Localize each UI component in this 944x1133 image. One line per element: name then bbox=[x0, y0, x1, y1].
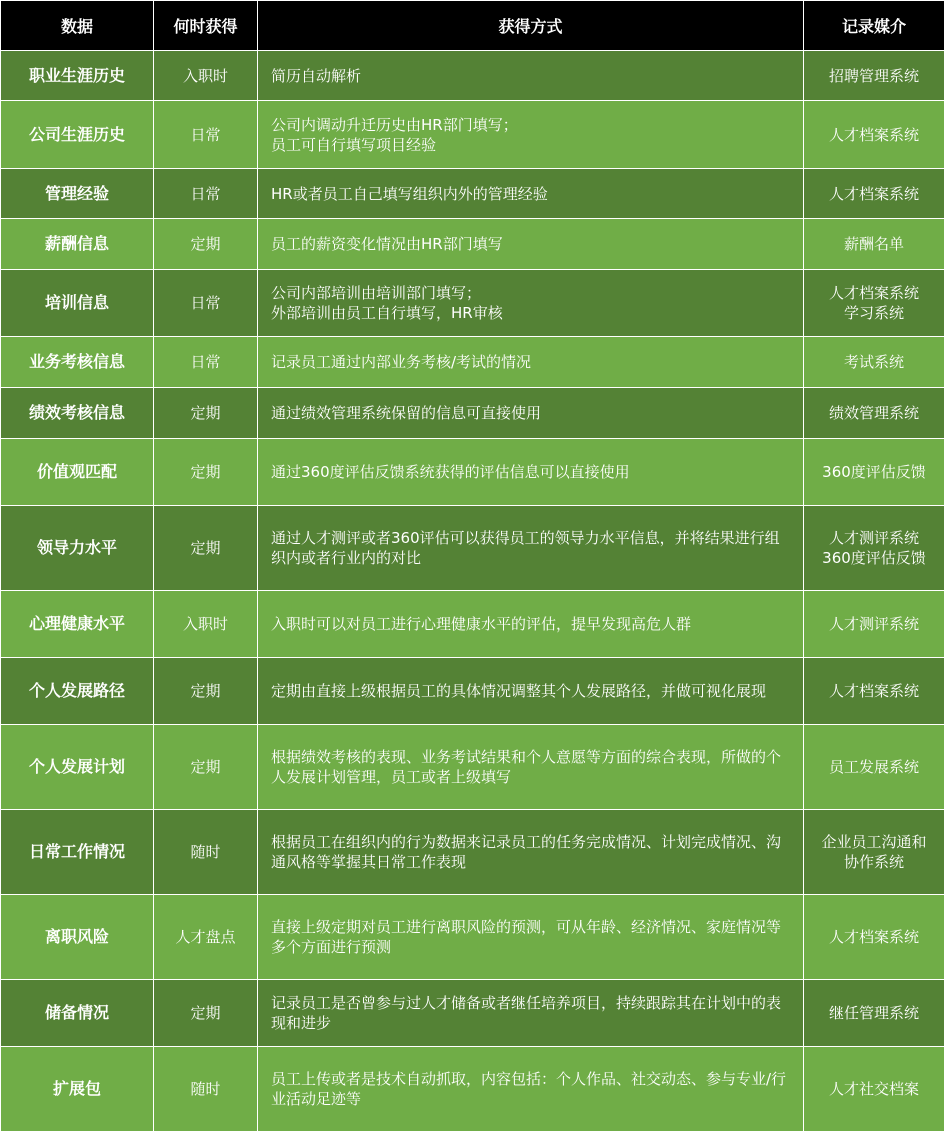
method-line: 员工的薪资变化情况由HR部门填写 bbox=[271, 235, 503, 253]
method-line: 直接上级定期对员工进行离职风险的预测，可从年龄、经济情况、家庭情况等多个方面进行预测 bbox=[271, 918, 782, 956]
media-line: 招聘管理系统 bbox=[828, 66, 919, 85]
cell-when: 随时 bbox=[154, 1047, 258, 1132]
method-line: 通过360度评估反馈系统获得的评估信息可以直接使用 bbox=[271, 463, 630, 481]
media-line: 人才档案系统 bbox=[828, 682, 919, 700]
method-line: 入职时可以对员工进行心理健康水平的评估，提早发现高危人群 bbox=[271, 615, 692, 633]
media-line: 薪酬名单 bbox=[843, 235, 904, 253]
method-line: 根据绩效考核的表现、业务考试结果和个人意愿等方面的综合表现，所做的个人发展计划管理，员工或者上级填写 bbox=[271, 748, 782, 786]
cell-media bbox=[804, 439, 944, 506]
method-line: 简历自动解析 bbox=[271, 66, 362, 85]
cell-when: 日常 bbox=[154, 169, 258, 219]
media-line: 人才档案系统 bbox=[828, 184, 919, 203]
cell-method bbox=[258, 270, 804, 337]
cell-data-name: 职业生涯历史 bbox=[1, 51, 154, 101]
table-row bbox=[1, 101, 944, 169]
table-row bbox=[1, 388, 944, 439]
table-row bbox=[1, 980, 944, 1047]
cell-data-name: 管理经验 bbox=[1, 169, 154, 219]
cell-media bbox=[804, 591, 944, 658]
cell-data-name: 扩展包 bbox=[1, 1047, 154, 1132]
cell-when: 定期 bbox=[154, 388, 258, 439]
media-line: 学习系统 bbox=[843, 304, 904, 322]
method-line: 记录员工通过内部业务考核/考试的情况 bbox=[271, 353, 532, 371]
cell-method bbox=[258, 506, 804, 591]
cell-data-name: 培训信息 bbox=[1, 270, 154, 337]
cell-when: 随时 bbox=[154, 810, 258, 895]
method-line: 员工上传或者是技术自动抓取，内容包括：个人作品、社交动态、参与专业/行业活动足迹等 bbox=[271, 1070, 787, 1108]
table-body bbox=[1, 51, 944, 1132]
header-data: 数据 bbox=[1, 1, 154, 51]
cell-data-name: 个人发展路径 bbox=[1, 658, 154, 725]
cell-media bbox=[804, 658, 944, 725]
method-line: 记录员工是否曾参与过人才储备或者继任培养项目，持续跟踪其在计划中的表现和进步 bbox=[271, 994, 782, 1032]
cell-when: 定期 bbox=[154, 506, 258, 591]
cell-method bbox=[258, 101, 804, 169]
media-line: 继任管理系统 bbox=[828, 1004, 919, 1022]
cell-method bbox=[258, 810, 804, 895]
cell-media bbox=[804, 337, 944, 388]
cell-method bbox=[258, 439, 804, 506]
table-row bbox=[1, 506, 944, 591]
cell-method bbox=[258, 219, 804, 270]
method-line: 通过人才测评或者360评估可以获得员工的领导力水平信息，并将结果进行组织内或者行业内的对比 bbox=[271, 529, 780, 567]
table-row bbox=[1, 591, 944, 658]
cell-when: 人才盘点 bbox=[154, 895, 258, 980]
cell-data-name: 日常工作情况 bbox=[1, 810, 154, 895]
method-line: 定期由直接上级根据员工的具体情况调整其个人发展路径，并做可视化展现 bbox=[271, 682, 767, 700]
media-line: 人才档案系统 bbox=[828, 284, 919, 302]
cell-media bbox=[804, 101, 944, 169]
media-line: 考试系统 bbox=[843, 353, 904, 371]
media-line: 协作系统 bbox=[843, 853, 904, 871]
table-row bbox=[1, 169, 944, 219]
table-row bbox=[1, 1047, 944, 1132]
cell-when: 日常 bbox=[154, 337, 258, 388]
header-when: 何时获得 bbox=[154, 1, 258, 51]
table-header bbox=[1, 1, 944, 51]
method-line: 公司内调动升迁历史由HR部门填写； bbox=[271, 115, 518, 134]
cell-method bbox=[258, 51, 804, 101]
media-line: 人才档案系统 bbox=[828, 928, 919, 946]
cell-media bbox=[804, 169, 944, 219]
media-line: 人才测评系统 bbox=[828, 615, 919, 633]
cell-data-name: 公司生涯历史 bbox=[1, 101, 154, 169]
cell-data-name: 薪酬信息 bbox=[1, 219, 154, 270]
cell-method bbox=[258, 658, 804, 725]
header-method: 获得方式 bbox=[258, 1, 804, 51]
cell-data-name: 个人发展计划 bbox=[1, 725, 154, 810]
media-line: 企业员工沟通和 bbox=[821, 833, 927, 851]
cell-method bbox=[258, 337, 804, 388]
cell-data-name: 绩效考核信息 bbox=[1, 388, 154, 439]
cell-when: 定期 bbox=[154, 725, 258, 810]
cell-when: 定期 bbox=[154, 439, 258, 506]
cell-media bbox=[804, 1047, 944, 1132]
method-line: 外部培训由员工自行填写，HR审核 bbox=[271, 304, 503, 322]
cell-media bbox=[804, 506, 944, 591]
table-row bbox=[1, 219, 944, 270]
table-row bbox=[1, 270, 944, 337]
cell-method bbox=[258, 169, 804, 219]
table-row bbox=[1, 810, 944, 895]
cell-media bbox=[804, 270, 944, 337]
method-line: 公司内部培训由培训部门填写； bbox=[271, 284, 482, 302]
table-row bbox=[1, 51, 944, 101]
cell-media bbox=[804, 810, 944, 895]
media-line: 人才测评系统 bbox=[828, 529, 919, 547]
table-row bbox=[1, 725, 944, 810]
cell-when: 入职时 bbox=[154, 591, 258, 658]
table-row bbox=[1, 895, 944, 980]
cell-media bbox=[804, 51, 944, 101]
media-line: 人才档案系统 bbox=[828, 125, 919, 144]
table-row bbox=[1, 439, 944, 506]
media-line: 360度评估反馈 bbox=[822, 463, 926, 481]
cell-media bbox=[804, 725, 944, 810]
table-row bbox=[1, 658, 944, 725]
cell-media bbox=[804, 895, 944, 980]
cell-method bbox=[258, 980, 804, 1047]
table-row bbox=[1, 337, 944, 388]
cell-when: 定期 bbox=[154, 658, 258, 725]
media-line: 绩效管理系统 bbox=[828, 404, 919, 422]
cell-when: 日常 bbox=[154, 101, 258, 169]
cell-media bbox=[804, 219, 944, 270]
cell-when: 入职时 bbox=[154, 51, 258, 101]
cell-media bbox=[804, 980, 944, 1047]
cell-method bbox=[258, 388, 804, 439]
cell-when: 日常 bbox=[154, 270, 258, 337]
cell-media bbox=[804, 388, 944, 439]
media-line: 员工发展系统 bbox=[828, 758, 919, 776]
method-line: HR或者员工自己填写组织内外的管理经验 bbox=[271, 184, 548, 203]
cell-when: 定期 bbox=[154, 219, 258, 270]
cell-method bbox=[258, 591, 804, 658]
cell-method bbox=[258, 725, 804, 810]
cell-data-name: 离职风险 bbox=[1, 895, 154, 980]
cell-data-name: 储备情况 bbox=[1, 980, 154, 1047]
media-line: 人才社交档案 bbox=[828, 1080, 919, 1098]
cell-data-name: 业务考核信息 bbox=[1, 337, 154, 388]
method-line: 根据员工在组织内的行为数据来记录员工的任务完成情况、计划完成情况、沟通风格等掌握其日常工作表现 bbox=[271, 833, 782, 871]
cell-when: 定期 bbox=[154, 980, 258, 1047]
media-line: 360度评估反馈 bbox=[822, 549, 926, 567]
cell-data-name: 价值观匹配 bbox=[1, 439, 154, 506]
cell-method bbox=[258, 1047, 804, 1132]
cell-data-name: 心理健康水平 bbox=[1, 591, 154, 658]
header-row bbox=[1, 1, 944, 51]
cell-data-name: 领导力水平 bbox=[1, 506, 154, 591]
cell-method bbox=[258, 895, 804, 980]
method-line: 员工可自行填写项目经验 bbox=[271, 135, 437, 154]
method-line: 通过绩效管理系统保留的信息可直接使用 bbox=[271, 404, 542, 422]
header-media: 记录媒介 bbox=[804, 1, 944, 51]
